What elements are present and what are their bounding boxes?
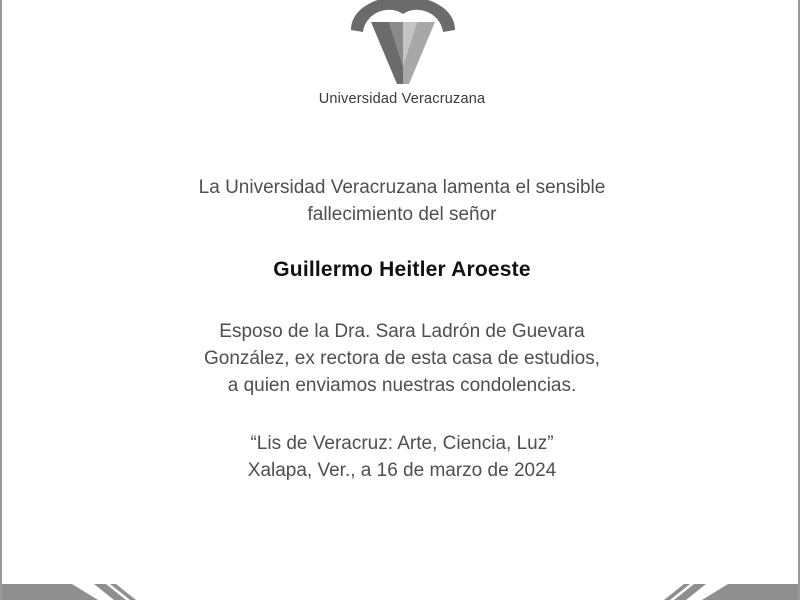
intro-text bbox=[2, 174, 800, 228]
description-line-2: González, ex rectora de esta casa de estudios, bbox=[203, 348, 601, 369]
description-line-3: a quien enviamos nuestras condolencias. bbox=[227, 375, 577, 396]
university-logo bbox=[347, 0, 459, 86]
header bbox=[2, 0, 800, 120]
deceased-name: Guillermo Heitler Aroeste bbox=[273, 258, 531, 281]
description-text bbox=[2, 318, 800, 399]
description-line-1: Esposo de la Dra. Sara Ladrón de Guevara bbox=[219, 321, 585, 342]
university-name: Universidad Veracruzana bbox=[318, 91, 486, 107]
corner-ribbon-right bbox=[658, 540, 798, 600]
place-date: Xalapa, Ver., a 16 de marzo de 2024 bbox=[247, 460, 557, 481]
corner-ribbon-left bbox=[2, 540, 142, 600]
intro-line-1: La Universidad Veracruzana lamenta el sensible bbox=[198, 177, 606, 198]
closing-block bbox=[2, 430, 800, 484]
intro-line-2: fallecimiento del señor bbox=[307, 204, 497, 225]
motto: “Lis de Veracruz: Arte, Ciencia, Luz” bbox=[250, 433, 554, 454]
